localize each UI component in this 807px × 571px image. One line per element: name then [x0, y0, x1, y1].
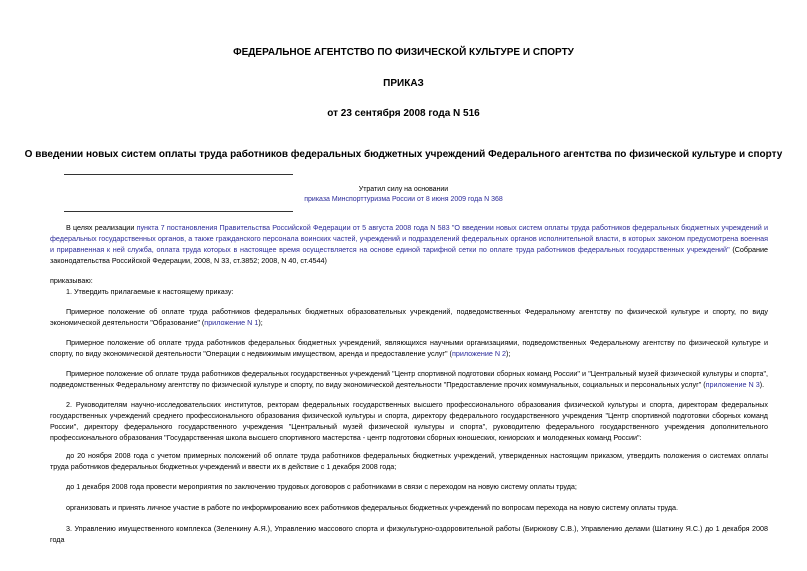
decree-link[interactable]: пункта 7 постановления Правительства Российской Федерации от 5 августа 2008 года N 583 "О введении новых систем оплаты труда работников федеральных бюджетных учреждений и федеральных государственных органов, а также гражданского персонала воинских частей, учреждений и подразделений федеральных органов исполнительной власти, в которых законом предусмотрена военная и приравненная к ней служба, оплата труда которых в настоящее время осуществляется на основе единой тарифной сетки по оплате труда работников федеральных государственных учреждений"	[50, 223, 769, 254]
annex-3-link[interactable]: приложение N 3	[705, 380, 760, 389]
paragraph-order: приказываю:	[50, 276, 93, 285]
paragraph-item-2b: до 1 декабря 2008 года провести мероприятия по заключению трудовых договоров с работниками в связи с переходом на новую систему оплаты труда;	[66, 482, 577, 491]
paragraph-item-2c: организовать и принять личное участие в работе по информированию всех работников федеральных бюджетных учреждений по вопросам перехода на новую систему оплаты труда.	[66, 503, 679, 512]
text: ).	[759, 380, 765, 389]
text: );	[506, 349, 511, 358]
text: (Собрание законодательства Российской Федерации, 2008, N 33, ст.3852; 2008, N 40, ст.4544)	[50, 245, 769, 265]
paragraph-item-3: 3. Управлению имущественного комплекса (Зеленкину А.Я.), Управлению массового спорта и физкультурно-оздоровительной работы (Бирюкову С.В.), Управлению делами (Шаткину Я.С.) до 1 декабря 2008 года	[50, 524, 768, 544]
annex-1-link[interactable]: приложение N 1	[204, 318, 259, 327]
paragraph-item-2a: до 20 ноября 2008 года с учетом примерных положений об оплате труда работников федеральных бюджетных учреждений, утвержденных настоящим приказом, утвердить положения о системах оплаты труда работников федеральных бюджетных учреждений и ввести их в действие с 1 декабря 2008 года;	[50, 451, 768, 471]
agency-name: ФЕДЕРАЛЬНОЕ АГЕНТСТВО ПО ФИЗИЧЕСКОЙ КУЛЬТУРЕ И СПОРТУ	[233, 47, 574, 58]
document-type: ПРИКАЗ	[383, 78, 424, 89]
annex-2-link[interactable]: приложение N 2	[451, 349, 507, 358]
repeal-note: Утратил силу на основании	[358, 186, 449, 193]
text: В целях реализации	[66, 223, 137, 232]
paragraph-item-1: 1. Утвердить прилагаемые к настоящему приказу:	[66, 287, 234, 296]
text: Примерное положение об оплате труда работников федеральных бюджетных образовательных учреждений, подведомственных Федеральному агентству по физической культуре и спорту, по виду экономической деятельности "Образование" (	[50, 307, 768, 327]
divider-top	[64, 174, 293, 175]
text: Примерное положение об оплате труда работников федеральных государственных учреждений "Центр спортивной подготовки сборных команд России" и "Центральный музей физической культуры и спорта", подведомственных Федеральному агентству по физической культуре и спорту, по виду экономической деятельности "Предоставление прочих коммунальных, социальных и персональных услуг" (	[50, 369, 768, 389]
paragraph-annex-3	[50, 368, 768, 390]
text: Примерное положение об оплате труда работников федеральных бюджетных учреждений, являющихся научными организациями, подведомственных Федеральному агентству по физической культуре и спорту, по виду экономической деятельности "Операции с недвижимым имуществом, аренда и предоставление услуг" (	[50, 338, 768, 358]
paragraph-preamble	[50, 222, 768, 266]
paragraph-item-2: 2. Руководителям научно-исследовательских институтов, ректорам федеральных государственных высшего профессионального образования физической культуры и спорта, директорам федеральных государственных учреждений среднего профессионального образования физической культуры и спорта, директору федерального государственного учреждения "Центр спортивной подготовки сборных команд России", директору федерального государственного учреждения "Центральный музей физической культуры и спорта", руководителю федерального государственного учреждения дополнительного профессионального образования "Государственная школа высшего спортивного мастерства - центр подготовки сборных юношеских, юниорских и молодежных команд России":	[50, 400, 768, 442]
document-title: О введении новых систем оплаты труда работников федеральных бюджетных учреждений Федерального агентства по физической культуре и спорту	[24, 149, 783, 160]
text: );	[258, 318, 263, 327]
repeal-link[interactable]: приказа Минспорттуризма России от 8 июня 2009 года N 368	[304, 196, 503, 203]
paragraph-annex-1	[50, 306, 768, 328]
paragraph-annex-2	[50, 337, 768, 359]
divider-bottom	[64, 211, 293, 212]
document-date: от 23 сентября 2008 года N 516	[327, 108, 480, 119]
